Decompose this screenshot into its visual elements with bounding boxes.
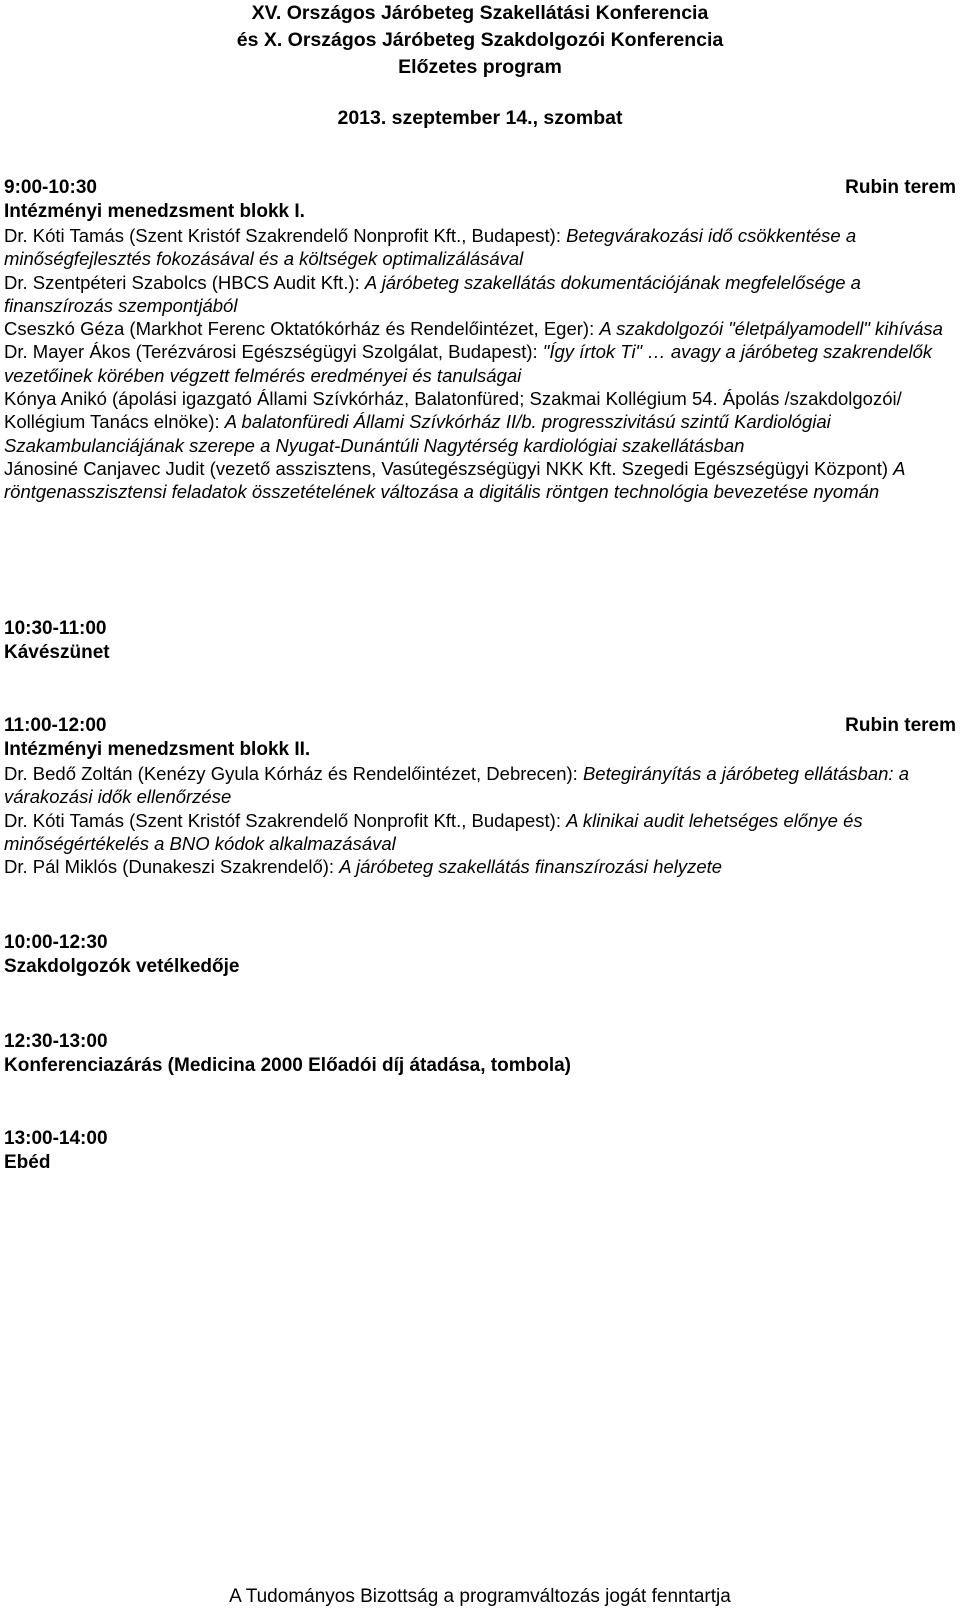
session-title: Kávészünet xyxy=(4,642,110,663)
talk-entry xyxy=(4,271,956,318)
session-title: Intézményi menedzsment blokk II. xyxy=(4,739,311,760)
talk-entry xyxy=(4,457,956,504)
session-time-row xyxy=(4,176,956,200)
session-block-5 xyxy=(4,1030,956,1078)
talk-topic: A szakdolgozói "életpályamodell" kihívása xyxy=(599,318,943,340)
session-room: Rubin terem xyxy=(845,177,956,198)
session-block-6 xyxy=(4,1127,956,1175)
talk-speaker: Dr. Pál Miklós (Dunakeszi Szakrendelő): xyxy=(4,856,340,878)
session-block-4 xyxy=(4,931,956,979)
talk-topic: A járóbeteg szakellátás dokumentációjának megfelelősége a finanszírozás szempontjából xyxy=(4,271,861,316)
session-title: Szakdolgozók vetélkedője xyxy=(4,956,240,977)
talk-topic: A klinikai audit lehetséges előnye és minőségértékelés a BNO kódok alkalmazásával xyxy=(4,809,863,854)
conference-title-line2: és X. Országos Járóbeteg Szakdolgozói Konferencia xyxy=(236,29,724,51)
session-time: 11:00-12:00 xyxy=(4,715,107,736)
talk-topic: A röntgenasszisztensi feladatok összetételének változása a digitális röntgen technológia bevezetése nyomán xyxy=(4,457,905,503)
session-title: Ebéd xyxy=(4,1152,51,1173)
talk-topic: Betegirányítás a járóbeteg ellátásban: a várakozási idők ellenőrzése xyxy=(4,763,909,808)
talk-speaker: Dr. Bedő Zoltán (Kenézy Gyula Kórház és Rendelőintézet, Debrecen): xyxy=(4,763,583,784)
program-subtitle: Előzetes program xyxy=(398,56,562,78)
talk-speaker: Dr. Kóti Tamás (Szent Kristóf Szakrendelő Nonprofit Kft., Budapest): xyxy=(4,225,567,246)
session-room: Rubin terem xyxy=(845,715,956,736)
talk-entry xyxy=(4,855,956,878)
talk-speaker: Jánosiné Canjavec Judit (vezető asszisztens, Vasútegészségügyi NKK Kft. Szegedi Egészségügyi Központ) xyxy=(4,457,894,479)
talk-entry xyxy=(4,340,956,387)
session-time-row xyxy=(4,931,956,955)
talk-speaker: Dr. Mayer Ákos (Terézvárosi Egészségügyi Szolgálat, Budapest): xyxy=(4,341,543,363)
session-block-2 xyxy=(4,617,956,665)
session-title: Konferenciazárás (Medicina 2000 Előadói díj átadása, tombola) xyxy=(4,1055,572,1076)
talk-topic: "Így írtok Ti" … avagy a járóbeteg szakrendelők vezetőinek körében végzett felmérés eredményei és tanulságai xyxy=(4,341,933,386)
footer-note: A Tudományos Bizottság a programváltozás jogát fenntartja xyxy=(229,1586,731,1607)
session-time-row xyxy=(4,617,956,641)
session-time: 10:00-12:30 xyxy=(4,932,108,953)
talk-entry xyxy=(4,809,956,856)
talk-speaker: Cseszkó Géza (Markhot Ferenc Oktatókórház és Rendelőintézet, Eger): xyxy=(4,318,600,340)
talk-topic: A járóbeteg szakellátás finanszírozási helyzete xyxy=(339,856,723,878)
session-time: 10:30-11:00 xyxy=(4,618,107,639)
session-block-3 xyxy=(4,714,956,878)
session-block-1 xyxy=(4,176,956,504)
talk-entry xyxy=(4,387,956,457)
talk-topic: Betegvárakozási idő csökkentése a minőségfejlesztés fokozásával és a költségek optimalizálásával xyxy=(4,225,857,270)
talk-entry xyxy=(4,762,956,809)
talk-speaker: Dr. Kóti Tamás (Szent Kristóf Szakrendelő Nonprofit Kft., Budapest): xyxy=(4,809,567,831)
program-date: 2013. szeptember 14., szombat xyxy=(337,107,623,129)
talk-entry xyxy=(4,224,956,271)
session-time: 13:00-14:00 xyxy=(4,1128,108,1149)
conference-header xyxy=(0,0,960,81)
session-time: 9:00-10:30 xyxy=(4,177,97,198)
talk-speaker: Kónya Anikó (ápolási igazgató Állami Szívkórház, Balatonfüred; Szakmai Kollégium 54. Ápolás /szakdolgozói/ Kollégium Tanács elnöke): xyxy=(4,388,902,433)
talk-entry xyxy=(4,317,956,340)
session-time-row xyxy=(4,1030,956,1054)
talk-topic: A balatonfüredi Állami Szívkórház II/b. progresszivitású szintű Kardiológiai Szakambulanciájának szerepe a Nyugat-Dunántúli Nagytérség kardiológiai szakellátásban xyxy=(4,411,831,456)
session-title: Intézményi menedzsment blokk I. xyxy=(4,201,305,222)
session-time-row xyxy=(4,1127,956,1151)
conference-title-line1: XV. Országos Járóbeteg Szakellátási Konferencia xyxy=(251,2,709,24)
talk-speaker: Dr. Szentpéteri Szabolcs (HBCS Audit Kft.): xyxy=(4,271,365,293)
session-time: 12:30-13:00 xyxy=(4,1031,108,1052)
session-time-row xyxy=(4,714,956,738)
